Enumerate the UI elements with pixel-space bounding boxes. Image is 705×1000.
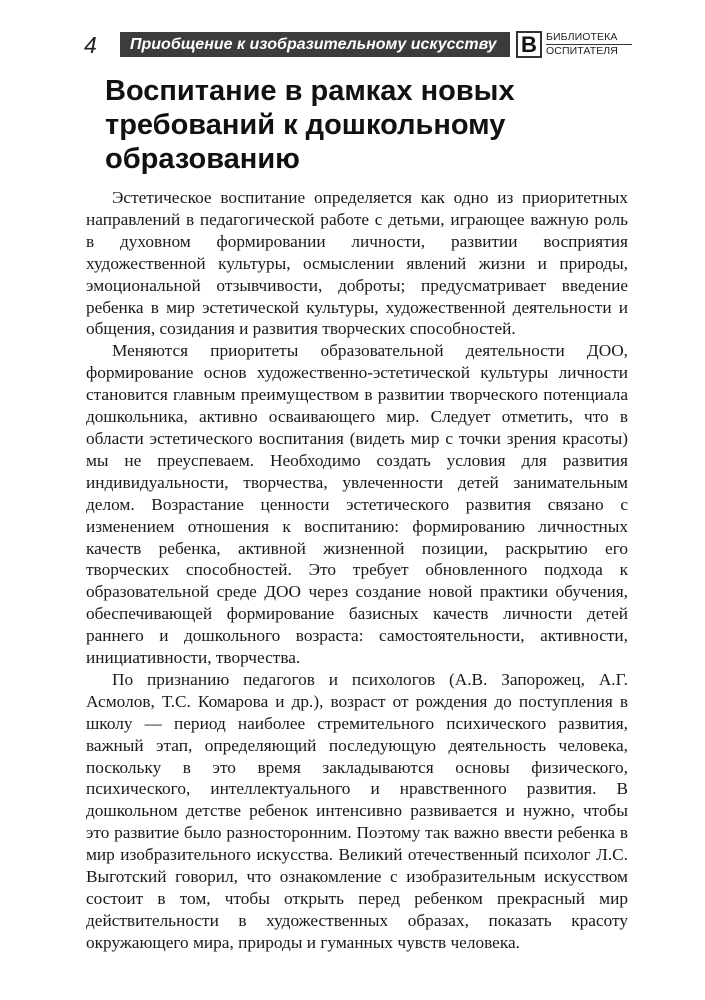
series-logo-icon: В bbox=[516, 31, 542, 58]
page-number: 4 bbox=[84, 32, 97, 58]
article-body bbox=[86, 187, 628, 954]
body-paragraph: Эстетическое воспитание определяется как одно из приоритетных направлений в педагогической работе с детьми, играющее важную роль в духовном формировании личности, развитии восприятия художественной культуры, осмыслении явлений жизни и природы, эмоциональной отзывчивости, доброты; предусматривает введение ребенка в мир эстетической культуры, художественной деятельности и общения, созидания и развития творческих способностей. bbox=[86, 188, 628, 339]
article-title-line: Воспитание в рамках новых bbox=[105, 75, 515, 107]
body-paragraph: По признанию педагогов и психологов (А.В. Запорожец, А.Г. Асмолов, Т.С. Комарова и др.), возраст от рождения до поступления в школу — период наиболее стремительного психического развития, важный этап, определяющий последующую деятельность человека, поскольку в это время закладываются основы физического, психического, интеллектуального и нравственного развития. В дошкольном детстве ребенок интенсивно развивается и нужно, чтобы это развитие было разносторонним. Поэтому так важно ввести ребенка в мир изобразительного искусства. Великий отечественный психолог Л.С. Выготский говорил, что ознакомление с изобразительным искусством состоит в том, чтобы открыть перед ребенком прекрасный мир действительности в художественных образах, показать красоту окружающего мира, природы и гуманных чувств человека. bbox=[86, 669, 628, 952]
body-paragraph: Меняются приоритеты образовательной деятельности ДОО, формирование основ художественно-эстетической культуры личности становится главным преимуществом в развитии творческого потенциала дошкольника, активно осваивающего мир. Следует отметить, что в области эстетического воспитания (видеть мир с точки зрения красоты) мы не преуспеваем. Необходимо создать условия для развития индивидуальности, творчества, увлеченности детей занимательным делом. Возрастание ценности эстетического развития связано с изменением отношения к воспитанию: формированию личностных качеств ребенка, активной жизненной позиции, раскрытию его творческих способностей. Это требует обновленного подхода к образовательной среде ДОО через создание новой практики обучения, обеспечивающей формирование базисных качеств личности детей раннего и дошкольного возраста: самостоятельности, активности, инициативности, творчества. bbox=[86, 341, 628, 668]
article-title bbox=[105, 74, 625, 176]
series-name bbox=[546, 31, 632, 58]
article-title-line: образованию bbox=[105, 143, 300, 175]
series-name-line1: БИБЛИОТЕКА bbox=[546, 31, 618, 43]
series-name-line2: ОСПИТАТЕЛЯ bbox=[546, 44, 632, 58]
article-title-line: требований к дошкольному bbox=[105, 109, 506, 141]
page-header bbox=[84, 30, 628, 60]
running-title: Приобщение к изобразительному искусству bbox=[120, 32, 510, 57]
